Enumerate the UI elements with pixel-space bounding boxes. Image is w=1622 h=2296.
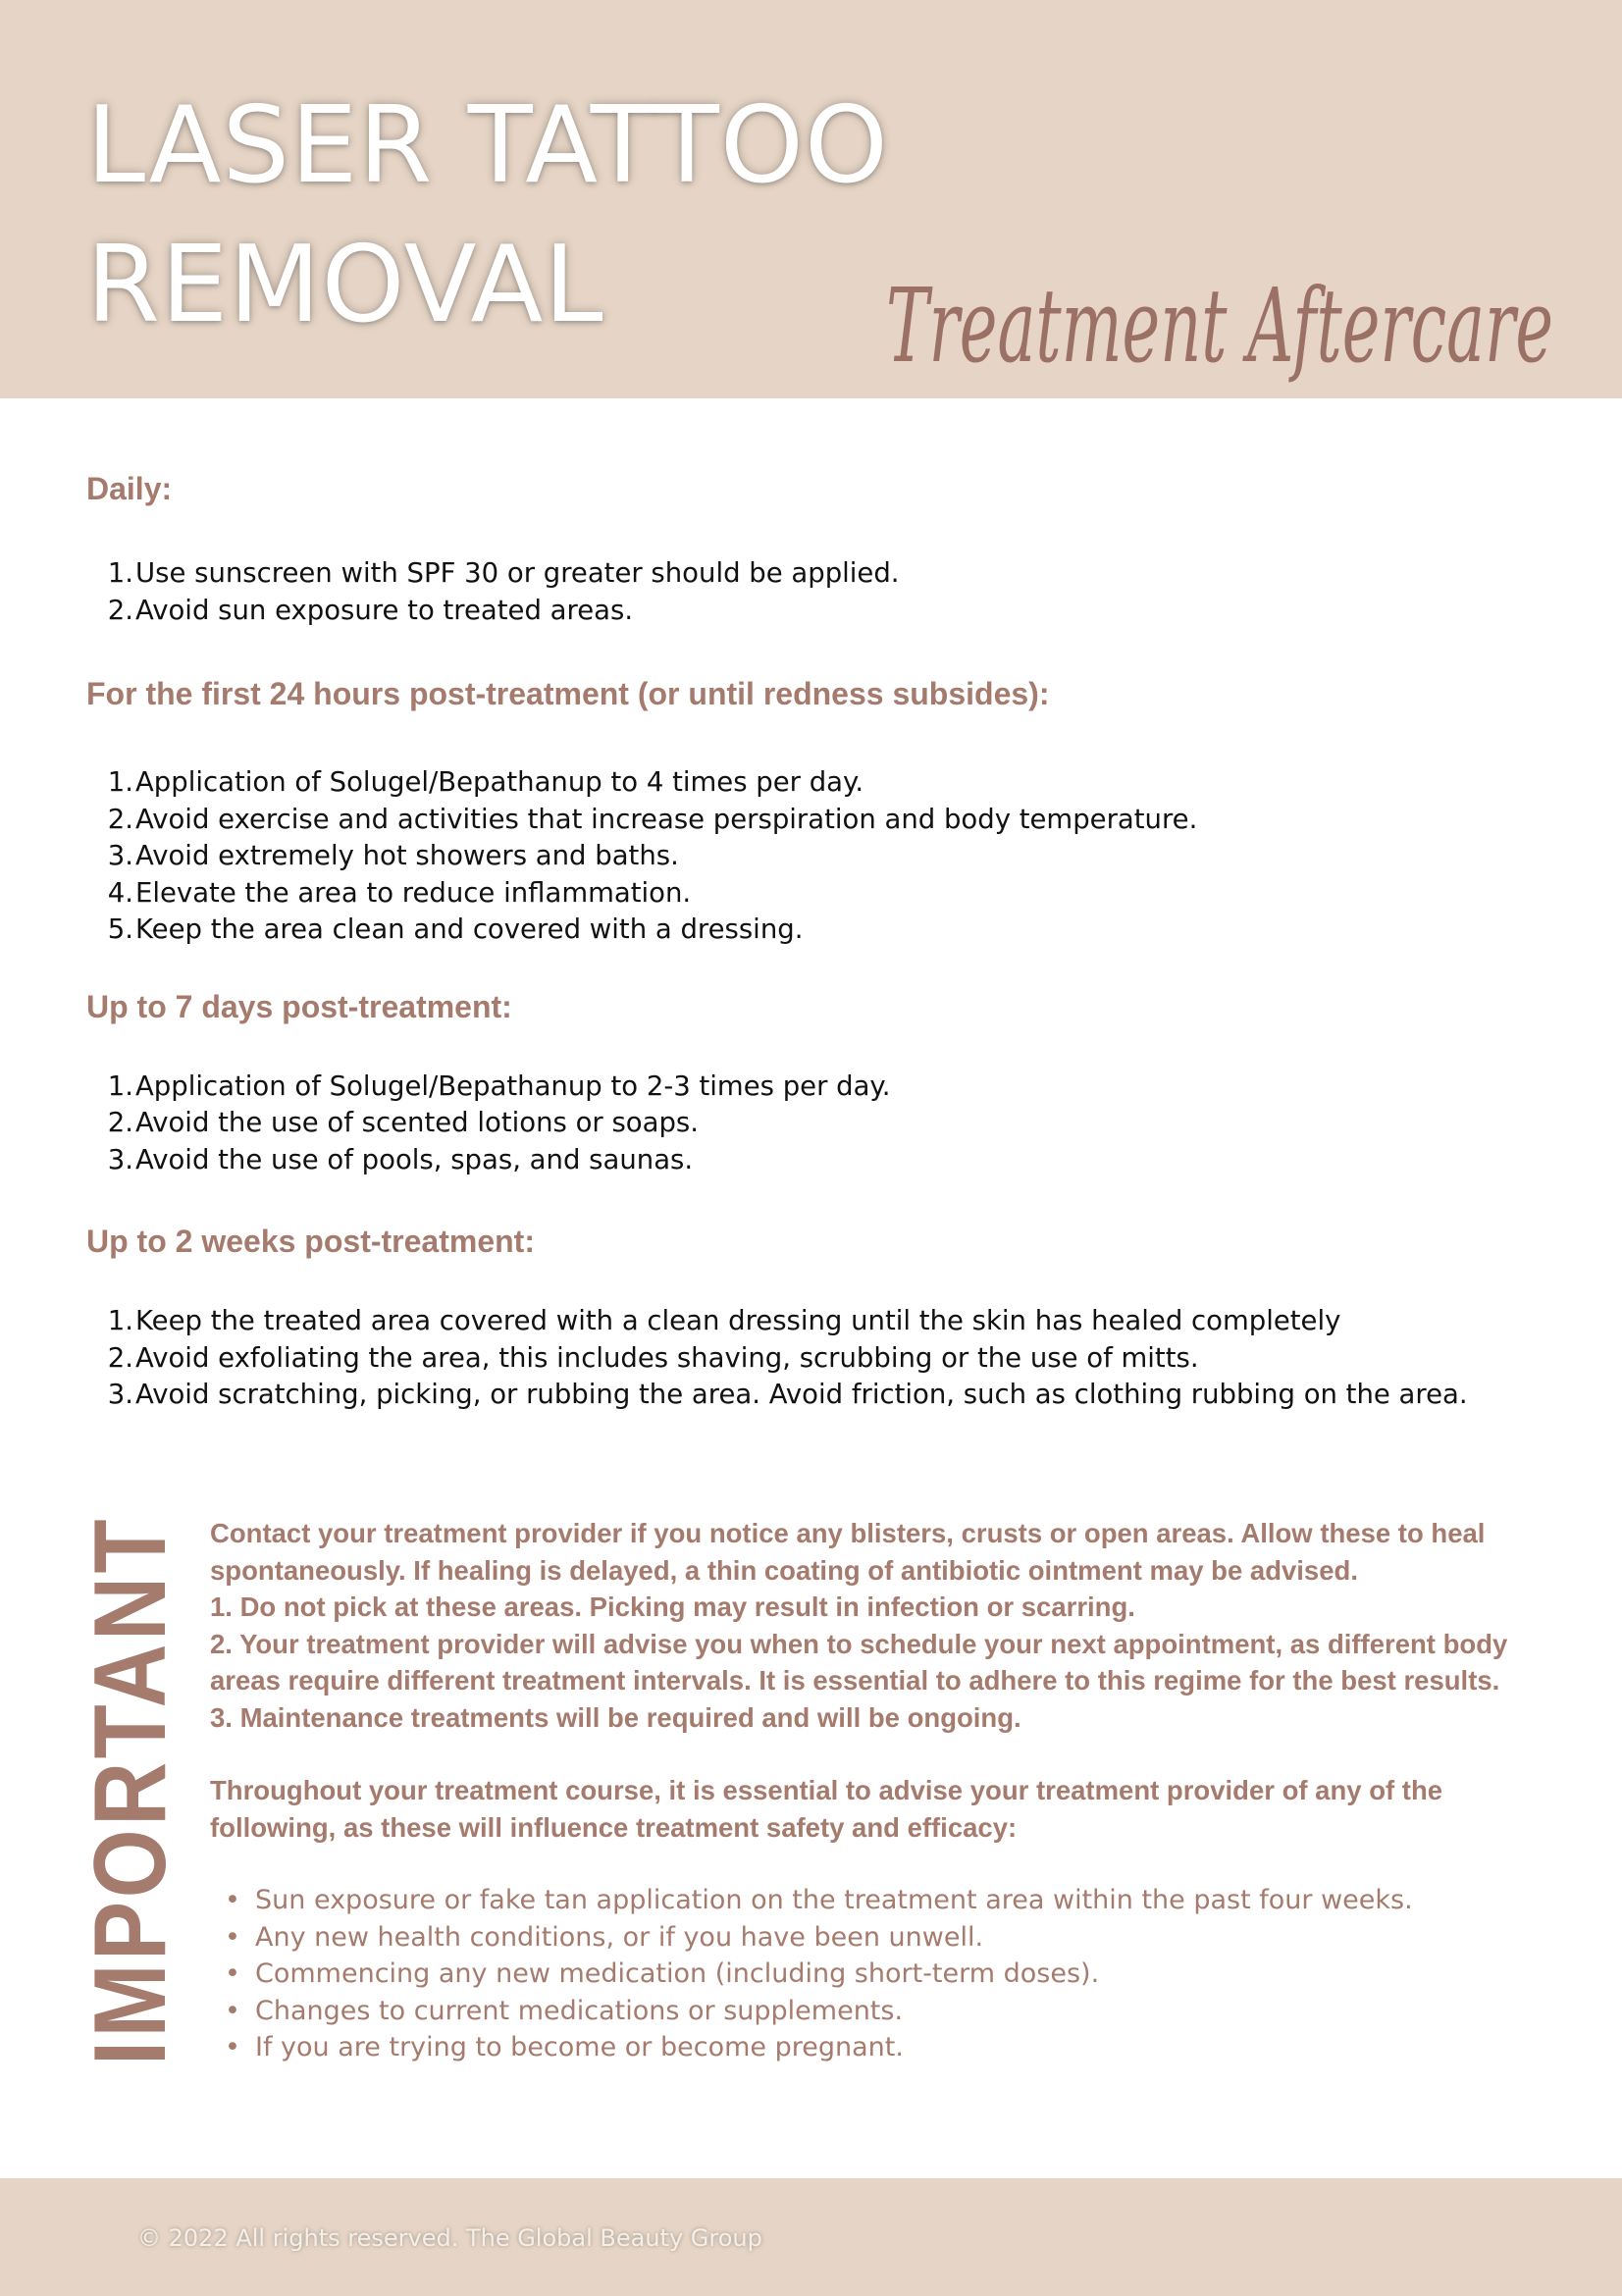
title-line-1: LASER TATTOO bbox=[86, 84, 889, 207]
copyright-text: © 2022 All rights reserved. The Global Beauty Group bbox=[137, 2224, 762, 2252]
list-item: 3. Avoid extremely hot showers and baths. bbox=[107, 840, 679, 871]
list-item: 2. Avoid sun exposure to treated areas. bbox=[107, 594, 634, 626]
aftercare-content bbox=[86, 461, 1558, 1414]
important-paragraph-2: Throughout your treatment course, it is essential to advise your treatment provider of any of the following, as these will influence treatment safety and efficacy: bbox=[210, 1775, 1443, 1843]
list-item: 1. Use sunscreen with SPF 30 or greater should be applied. bbox=[107, 557, 900, 589]
list-first-24-hours bbox=[86, 764, 1558, 949]
section-heading-daily: Daily: bbox=[86, 471, 173, 506]
bullet-icon: • bbox=[225, 1958, 240, 1989]
list-item: 2. Avoid the use of scented lotions or soaps. bbox=[107, 1107, 699, 1138]
list-item: • Any new health conditions, or if you have been unwell. bbox=[210, 1919, 1574, 1957]
list-item: • Commencing any new medication (including short-term doses). bbox=[210, 1956, 1574, 1993]
bullet-icon: • bbox=[225, 1921, 240, 1953]
list-item: 2. Avoid exfoliating the area, this includes shaving, scrubbing or the use of mitts. bbox=[107, 1341, 1199, 1374]
title-line-2: REMOVAL bbox=[86, 224, 604, 346]
page-title bbox=[86, 77, 889, 355]
script-subtitle-text: Treatment Aftercare bbox=[886, 266, 1553, 386]
important-label-text: IMPORTANT bbox=[74, 1431, 187, 2065]
list-item: • Sun exposure or fake tan application on the treatment area within the past four weeks. bbox=[210, 1882, 1574, 1919]
section-heading-7-days: Up to 7 days post-treatment: bbox=[86, 988, 512, 1024]
section-heading-first-24-hours: For the first 24 hours post-treatment (or until redness subsides): bbox=[86, 676, 1050, 711]
bullet-icon: • bbox=[225, 1885, 240, 1915]
bullet-icon: • bbox=[225, 1995, 240, 2026]
script-subtitle bbox=[878, 243, 1565, 469]
list-item: • Changes to current medications or supplements. bbox=[210, 1993, 1574, 2030]
important-label bbox=[74, 1431, 187, 2070]
list-item: 2. Avoid exercise and activities that increase perspiration and body temperature. bbox=[107, 803, 1198, 835]
bullet-icon: • bbox=[225, 2032, 240, 2062]
list-item: 1. Application of Solugel/Bepathanup to 2-3 times per day. bbox=[107, 1070, 891, 1102]
important-bullet-list bbox=[210, 1882, 1574, 2066]
list-7-days bbox=[86, 1069, 1558, 1179]
list-item: 1. Keep the treated area covered with a clean dressing until the skin has healed completely bbox=[107, 1305, 1341, 1336]
important-paragraph-1: Contact your treatment provider if you notice any blisters, crusts or open areas. Allow these to heal spontaneously. If healing is delayed, a thin coating of antibiotic ointment may be advised. 1. Do not pick at these areas. Picking may result in infection or scarring. 2. Your treatment provider will advise you when to schedule your next appointment, as different body areas require different treatment intervals. It is essential to adhere to this regime for the best results. 3. Maintenance treatments will be required and will be ongoing. bbox=[210, 1518, 1508, 1733]
list-item: 3. Avoid scratching, picking, or rubbing the area. Avoid friction, such as clothing rubbing on the area. bbox=[107, 1379, 1468, 1410]
list-item: 5. Keep the area clean and covered with a dressing. bbox=[107, 913, 804, 945]
list-item: 1. Application of Solugel/Bepathanup to 4 times per day. bbox=[107, 766, 864, 798]
list-item: 4. Elevate the area to reduce inflammation. bbox=[107, 876, 692, 909]
list-item: • If you are trying to become or become pregnant. bbox=[210, 2029, 1574, 2066]
list-item: 3. Avoid the use of pools, spas, and saunas. bbox=[107, 1143, 694, 1175]
list-2-weeks bbox=[86, 1303, 1558, 1414]
list-daily bbox=[86, 555, 1558, 629]
important-notice bbox=[210, 1515, 1574, 2066]
section-heading-2-weeks: Up to 2 weeks post-treatment: bbox=[86, 1224, 535, 1259]
